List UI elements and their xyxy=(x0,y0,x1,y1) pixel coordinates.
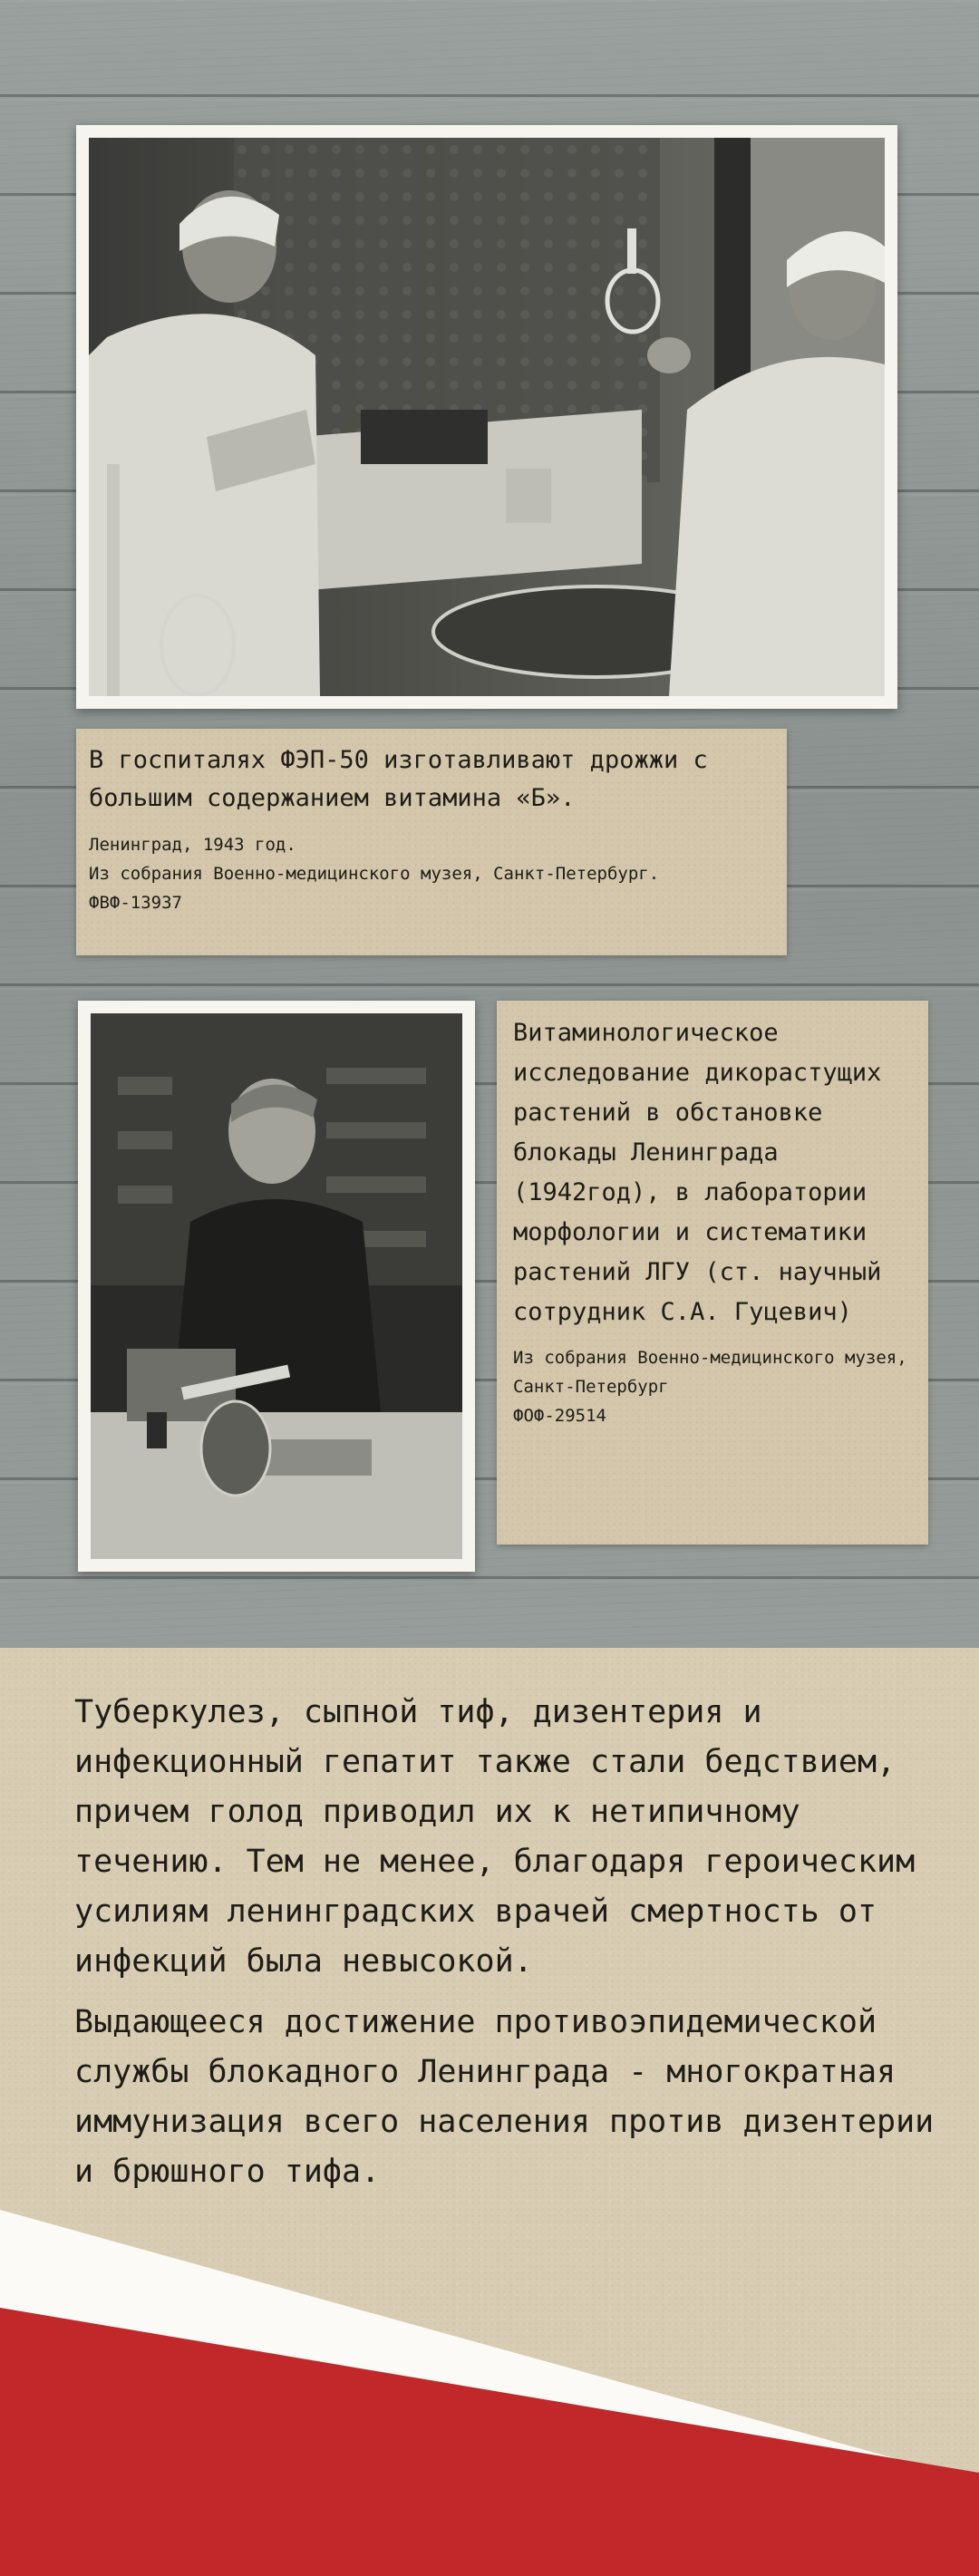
body-paragraph-2: Выдающееся достижение противоэпидемической службы блокадного Ленинграда - многократная иммунизация всего населения против дизентерии и брюшного тифа. xyxy=(74,2004,935,2190)
photo-1-archive-id: ФВФ-13937 xyxy=(89,893,182,913)
photo-2-frame xyxy=(78,1001,475,1572)
photo-2-caption: Витаминологическое исследование дикорастущих растений в обстановке блокады Ленинграда (1942год), в лаборатории морфологии и систематики растений ЛГУ (ст. научный сотрудник С.А. Гуцевич) xyxy=(513,1019,882,1326)
photo-1-lab-women xyxy=(89,138,885,696)
photo-1-frame xyxy=(76,125,897,709)
photo-2-archive-id: ФОФ-29514 xyxy=(513,1406,606,1426)
photo-1-source: Из собрания Военно-медицинского музея, Санкт-Петербург. xyxy=(89,864,660,884)
photo-1-date: Ленинград, 1943 год. xyxy=(89,835,296,855)
photo-2-caption-card xyxy=(497,1001,928,1545)
paper-section xyxy=(0,1648,979,2576)
photo-1-caption: В госпиталях ФЭП-50 изготавливают дрожжи с большим содержанием витамина «Б». xyxy=(89,746,708,812)
body-text xyxy=(74,1688,945,2208)
photo-2-researcher xyxy=(91,1013,462,1559)
photo-1-caption-card xyxy=(76,729,787,955)
photo-2-source: Из собрания Военно-медицинского музея, Санкт-Петербург xyxy=(513,1348,907,1397)
body-paragraph-1: Туберкулез, сыпной тиф, дизентерия и инфекционный гепатит также стали бедствием, причем голод приводил их к нетипичному течению. Тем не менее, благодаря героическим усилиям ленинградских врачей смертность от инфекций была невысокой. xyxy=(74,1694,916,1980)
